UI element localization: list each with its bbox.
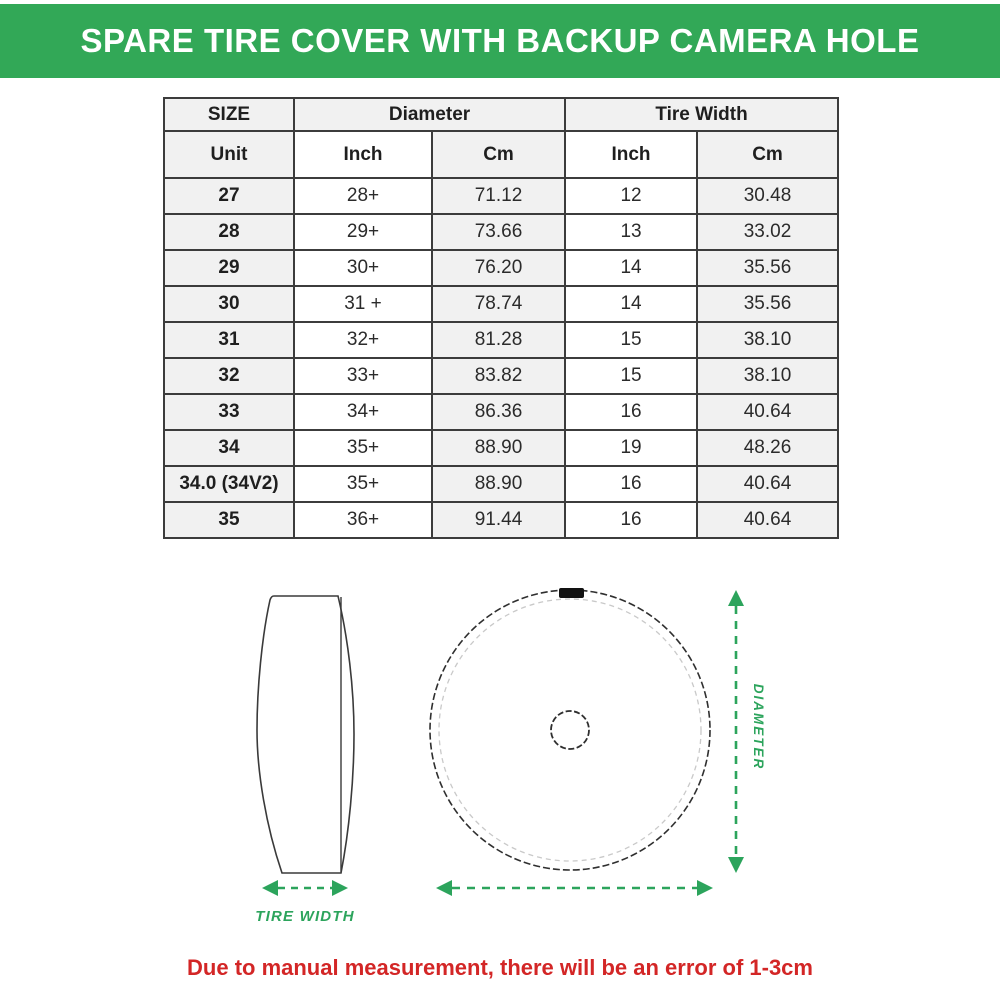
tire-side-view (257, 596, 354, 873)
front-diameter-arrow (436, 880, 713, 896)
size-cell: 32 (164, 358, 294, 394)
diameter-cm-cell: 83.82 (432, 358, 565, 394)
diameter-inch-cell: 29+ (294, 214, 432, 250)
width-cm-cell: 40.64 (697, 466, 838, 502)
diameter-arrow (728, 590, 744, 873)
size-cell: 34 (164, 430, 294, 466)
size-cell: 33 (164, 394, 294, 430)
tire-front-view (430, 588, 710, 870)
top-tab-marker (559, 588, 584, 598)
width-cm-cell: 38.10 (697, 322, 838, 358)
diameter-cm-cell: 91.44 (432, 502, 565, 538)
width-cm-cell: 30.48 (697, 178, 838, 214)
measurement-disclaimer: Due to manual measurement, there will be an error of 1-3cm (187, 955, 813, 980)
diameter-inch-cell: 35+ (294, 430, 432, 466)
diameter-cm-cell: 88.90 (432, 466, 565, 502)
width-cm-cell: 40.64 (697, 394, 838, 430)
header-diameter-inch: Inch (294, 131, 432, 178)
diameter-cm-cell: 76.20 (432, 250, 565, 286)
arrowhead-down-icon (728, 857, 744, 873)
header-width-inch: Inch (565, 131, 697, 178)
diameter-inch-cell: 30+ (294, 250, 432, 286)
header-unit: Unit (164, 131, 294, 178)
tire-width-label: TIRE WIDTH (255, 908, 355, 925)
diameter-cm-cell: 86.36 (432, 394, 565, 430)
diameter-cm-cell: 73.66 (432, 214, 565, 250)
width-inch-cell: 16 (565, 394, 697, 430)
width-cm-cell: 35.56 (697, 250, 838, 286)
size-cell: 28 (164, 214, 294, 250)
size-cell: 29 (164, 250, 294, 286)
size-cell: 31 (164, 322, 294, 358)
diameter-inch-cell: 36+ (294, 502, 432, 538)
header-tire-width: Tire Width (565, 98, 838, 131)
width-cm-cell: 48.26 (697, 430, 838, 466)
width-inch-cell: 13 (565, 214, 697, 250)
width-cm-cell: 40.64 (697, 502, 838, 538)
width-inch-cell: 15 (565, 358, 697, 394)
diameter-inch-cell: 35+ (294, 466, 432, 502)
width-inch-cell: 16 (565, 466, 697, 502)
diameter-label: DIAMETER (751, 683, 766, 771)
diameter-inch-cell: 34+ (294, 394, 432, 430)
header-width-cm: Cm (697, 131, 838, 178)
tire-width-arrow (262, 880, 348, 896)
header-diameter-cm: Cm (432, 131, 565, 178)
header-size: SIZE (164, 98, 294, 131)
size-cell: 34.0 (34V2) (164, 466, 294, 502)
diameter-cm-cell: 78.74 (432, 286, 565, 322)
width-cm-cell: 38.10 (697, 358, 838, 394)
diameter-inch-cell: 28+ (294, 178, 432, 214)
page-title: SPARE TIRE COVER WITH BACKUP CAMERA HOLE (80, 22, 920, 59)
backup-camera-hole (551, 711, 589, 749)
diameter-inch-cell: 33+ (294, 358, 432, 394)
width-inch-cell: 19 (565, 430, 697, 466)
diameter-cm-cell: 71.12 (432, 178, 565, 214)
header-diameter: Diameter (294, 98, 565, 131)
size-cell: 30 (164, 286, 294, 322)
width-inch-cell: 14 (565, 286, 697, 322)
arrowhead-right-icon (697, 880, 713, 896)
arrowhead-up-icon (728, 590, 744, 606)
width-inch-cell: 16 (565, 502, 697, 538)
width-cm-cell: 35.56 (697, 286, 838, 322)
diameter-inch-cell: 32+ (294, 322, 432, 358)
arrowhead-left-icon (262, 880, 278, 896)
width-inch-cell: 12 (565, 178, 697, 214)
width-inch-cell: 15 (565, 322, 697, 358)
arrowhead-right-icon (332, 880, 348, 896)
diameter-cm-cell: 88.90 (432, 430, 565, 466)
width-cm-cell: 33.02 (697, 214, 838, 250)
size-cell: 35 (164, 502, 294, 538)
size-cell: 27 (164, 178, 294, 214)
width-inch-cell: 14 (565, 250, 697, 286)
diameter-cm-cell: 81.28 (432, 322, 565, 358)
diameter-inch-cell: 31 + (294, 286, 432, 322)
arrowhead-left-icon (436, 880, 452, 896)
